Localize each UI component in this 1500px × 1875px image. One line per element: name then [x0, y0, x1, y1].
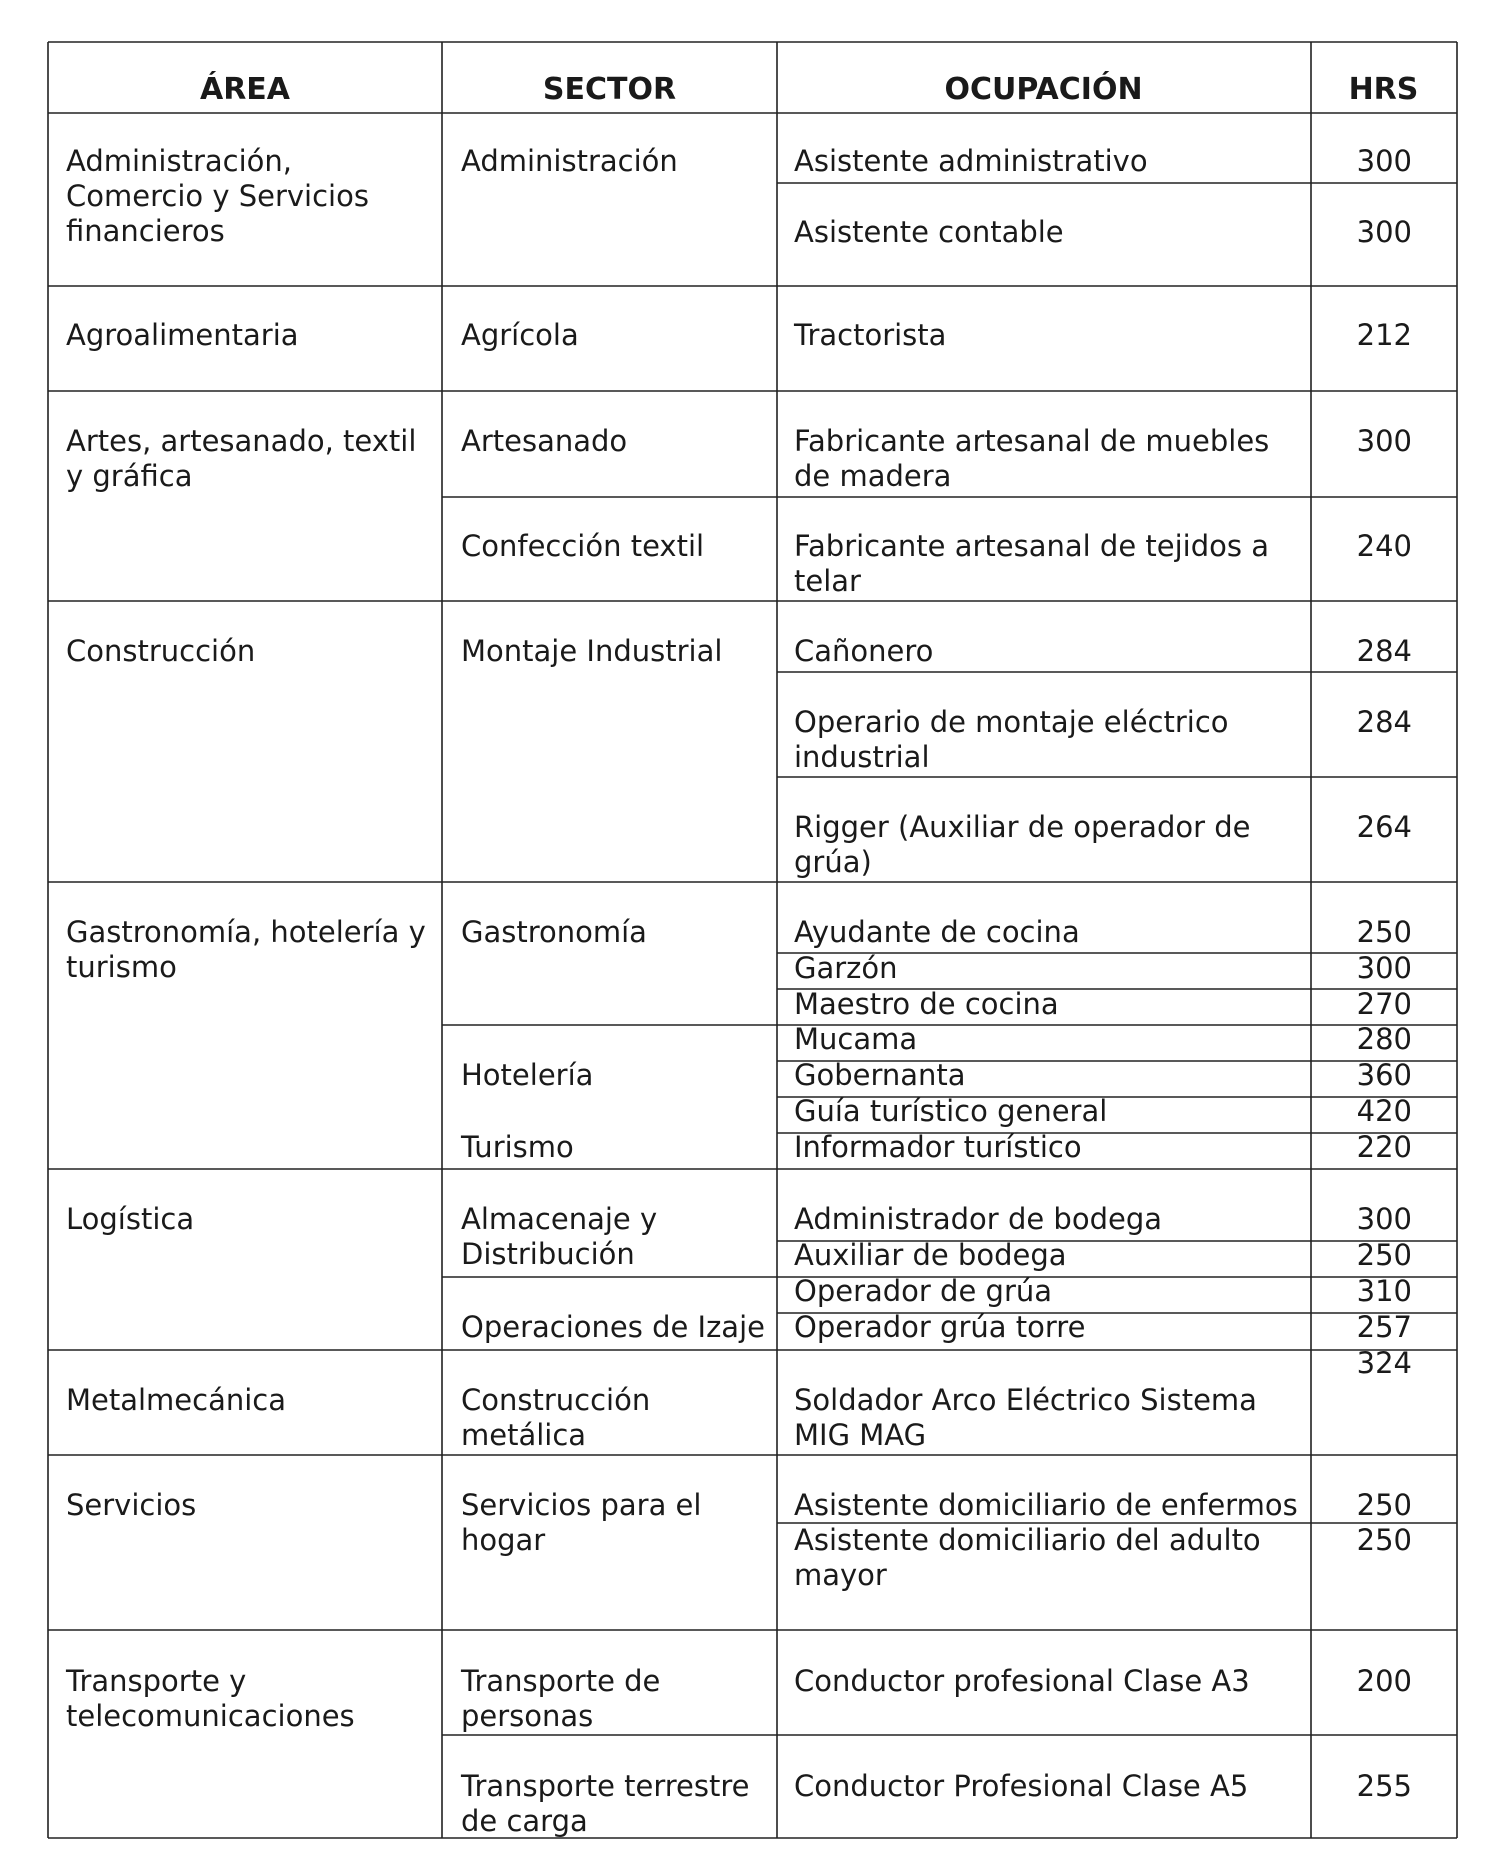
occupation-cell: Fabricante artesanal de tejidos a telar: [794, 529, 1269, 598]
hours-cell: 250: [1356, 1238, 1412, 1272]
sector-cell: Hotelería: [461, 1058, 594, 1092]
sector-cell: Servicios para el hogar: [461, 1488, 702, 1557]
occupation-cell: Gobernanta: [794, 1058, 966, 1092]
sector-cell: Gastronomía: [461, 915, 647, 949]
occupation-cell: Asistente administrativo: [794, 144, 1148, 178]
sector-cell: Confección textil: [461, 529, 705, 563]
hours-cell: 300: [1356, 424, 1412, 458]
area-cell: Artes, artesanado, textil y gráfica: [66, 424, 417, 493]
area-cell: Metalmecánica: [66, 1383, 287, 1417]
sector-cell: Almacenaje y Distribución: [461, 1202, 658, 1271]
header-ocupacion: OCUPACIÓN: [944, 72, 1143, 107]
occupation-cell: Garzón: [794, 951, 898, 985]
area-cell: Administración, Comercio y Servicios financieros: [66, 144, 369, 248]
area-cell: Agroalimentaria: [66, 318, 299, 352]
hours-cell: 300: [1356, 144, 1412, 178]
hours-cell: 284: [1356, 705, 1412, 739]
hours-cell: 250: [1356, 1523, 1412, 1557]
area-cell: Gastronomía, hotelería y turismo: [66, 915, 426, 984]
hours-cell: 360: [1356, 1058, 1412, 1092]
occupation-cell: Operador de grúa: [794, 1274, 1053, 1308]
occupation-cell: Soldador Arco Eléctrico Sistema MIG MAG: [794, 1383, 1257, 1452]
hours-cell: 300: [1356, 1202, 1412, 1236]
occupation-cell: Conductor profesional Clase A3: [794, 1664, 1250, 1698]
occupation-cell: Administrador de bodega: [794, 1202, 1162, 1236]
hours-cell: 310: [1356, 1274, 1412, 1308]
occupation-cell: Guía turístico general: [794, 1094, 1108, 1128]
occupation-cell: Asistente domiciliario de enfermos: [794, 1488, 1298, 1522]
hours-cell: 420: [1356, 1094, 1412, 1128]
occupation-cell: Auxiliar de bodega: [794, 1238, 1067, 1272]
occupation-cell: Rigger (Auxiliar de operador de grúa): [794, 810, 1251, 879]
occupation-cell: Cañonero: [794, 634, 934, 668]
sector-cell: Administración: [461, 144, 678, 178]
hours-cell: 200: [1356, 1664, 1412, 1698]
hours-cell: 300: [1356, 215, 1412, 249]
hours-cell: 270: [1356, 987, 1412, 1021]
occupation-cell: Mucama: [794, 1022, 918, 1056]
hours-cell: 250: [1356, 915, 1412, 949]
sector-cell: Transporte de personas: [461, 1664, 661, 1733]
sector-cell: Transporte terrestre de carga: [461, 1769, 750, 1838]
occupation-cell: Operario de montaje eléctrico industrial: [794, 705, 1229, 774]
occupation-cell: Asistente contable: [794, 215, 1064, 249]
occupation-cell: Informador turístico: [794, 1130, 1082, 1164]
sector-cell: Turismo: [461, 1130, 574, 1164]
area-cell: Logística: [66, 1202, 195, 1236]
area-cell: Servicios: [66, 1488, 197, 1522]
hours-cell: 250: [1356, 1488, 1412, 1522]
header-sector: SECTOR: [542, 72, 677, 107]
occupation-cell: Asistente domiciliario del adulto mayor: [794, 1523, 1261, 1592]
occupation-cell: Tractorista: [794, 318, 947, 352]
sector-cell: Artesanado: [461, 424, 628, 458]
hours-cell: 324: [1356, 1346, 1412, 1380]
area-cell: Transporte y telecomunicaciones: [66, 1664, 355, 1733]
occupation-cell: Maestro de cocina: [794, 987, 1059, 1021]
hours-cell: 264: [1356, 810, 1412, 844]
hours-cell: 284: [1356, 634, 1412, 668]
hours-cell: 240: [1356, 529, 1412, 563]
occupation-cell: Fabricante artesanal de muebles de madera: [794, 424, 1270, 493]
sector-cell: Montaje Industrial: [461, 634, 723, 668]
hours-cell: 220: [1356, 1130, 1412, 1164]
hours-cell: 280: [1356, 1022, 1412, 1056]
hours-cell: 212: [1356, 318, 1412, 352]
sector-cell: Operaciones de Izaje: [461, 1310, 765, 1344]
header-area: ÁREA: [199, 72, 291, 107]
sector-cell: Construcción metálica: [461, 1383, 651, 1452]
hours-cell: 257: [1356, 1310, 1412, 1344]
occupation-cell: Conductor Profesional Clase A5: [794, 1769, 1249, 1803]
area-cell: Construcción: [66, 634, 256, 668]
header-hrs: HRS: [1348, 72, 1419, 107]
hours-cell: 255: [1356, 1769, 1412, 1803]
sector-cell: Agrícola: [461, 318, 579, 352]
occupation-cell: Operador grúa torre: [794, 1310, 1086, 1344]
occupation-cell: Ayudante de cocina: [794, 915, 1080, 949]
hours-cell: 300: [1356, 951, 1412, 985]
